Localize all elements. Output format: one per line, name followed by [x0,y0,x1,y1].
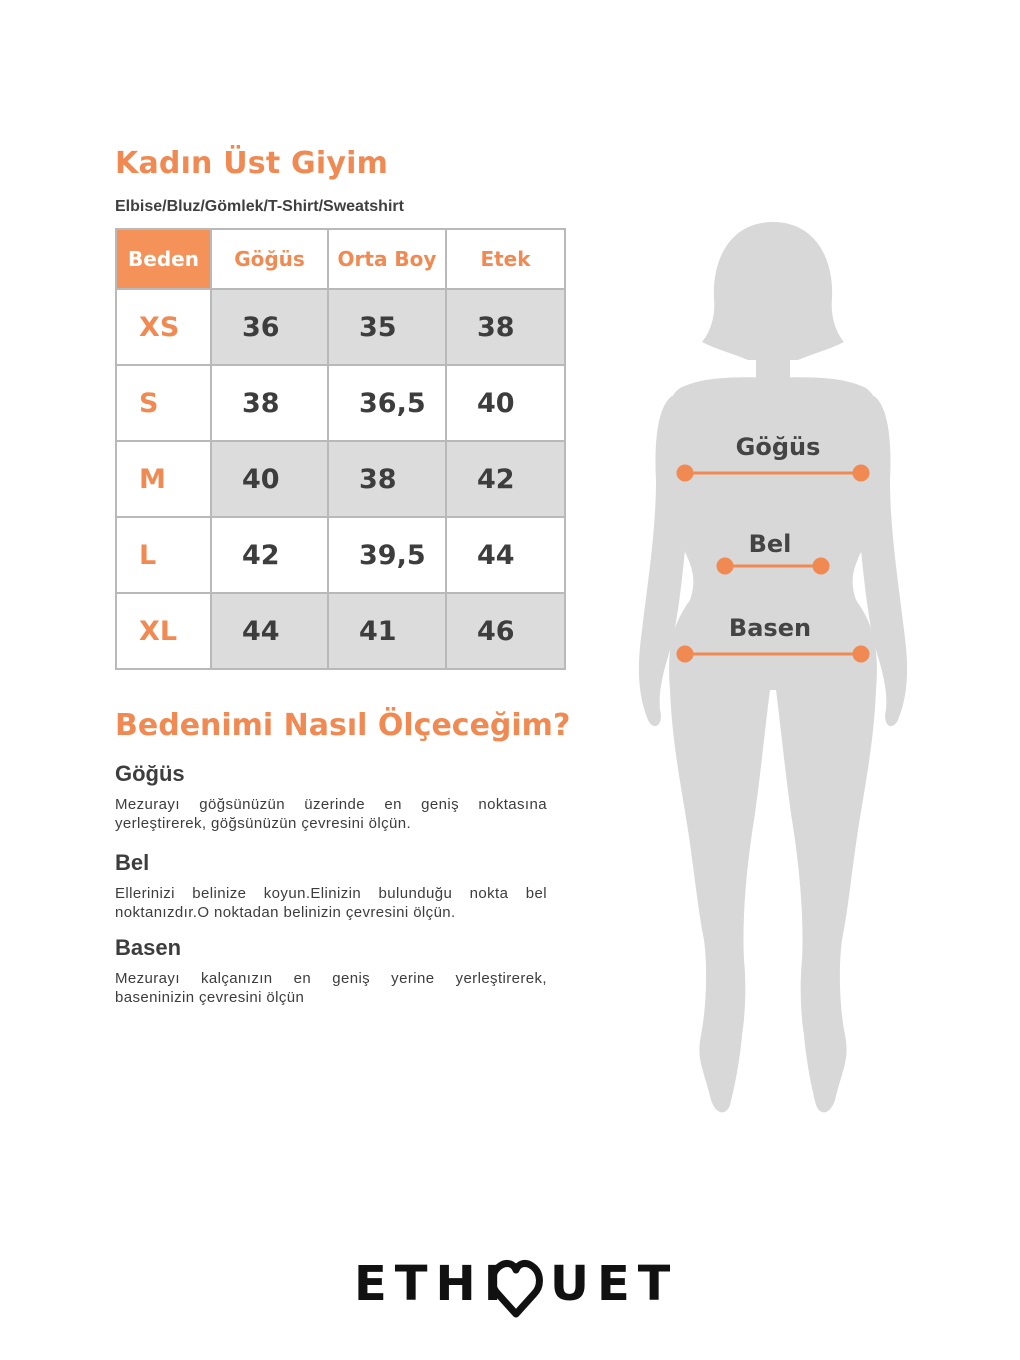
orta-boy-cell: 38 [328,441,446,517]
header-beden: Beden [116,229,211,289]
header-etek: Etek [446,229,565,289]
guide-text-bel: Ellerinizi belinize koyun.Elinizin bulunduğu nokta bel noktanızdır.O noktadan belinizin çevresini ölçün. [115,885,547,921]
gogus-cell: 42 [211,517,328,593]
guide-title: Bedenimi Nasıl Ölçeceğim? [115,708,571,743]
gogus-cell: 38 [211,365,328,441]
table-row [116,517,565,593]
table-row [116,289,565,365]
gogus-cell: 44 [211,593,328,669]
gogus-cell: 40 [211,441,328,517]
size-table [115,228,566,670]
table-row [116,365,565,441]
woman-silhouette-icon [630,220,920,1120]
guide-text-gogus: Mezurayı göğsünüzün üzerinde en geniş noktasına yerleştirerek, göğsünüzün çevresini ölçün. [115,796,547,832]
table-row [116,441,565,517]
size-cell: S [116,365,211,441]
figure-label-gogus: Göğüs [735,433,821,461]
guide-text-basen: Mezurayı kalçanızın en geniş yerine yerleştirerek, baseninizin çevresini ölçün [115,970,547,1006]
size-cell: XL [116,593,211,669]
etek-cell: 40 [446,365,565,441]
header-gogus: Göğüs [211,229,328,289]
page-title: Kadın Üst Giyim [115,146,389,181]
guide-heading-gogus: Göğüs [115,761,185,786]
orta-boy-cell: 39,5 [328,517,446,593]
size-cell: M [116,441,211,517]
guide-heading-basen: Basen [115,935,182,960]
logo-left-text: ETHI [354,1256,510,1312]
header-orta-boy: Orta Boy [328,229,446,289]
figure-label-bel: Bel [748,530,792,558]
page-subtitle: Elbise/Bluz/Gömlek/T-Shirt/Sweatshirt [115,198,404,215]
table-header-row [116,229,565,289]
brand-logo-mark [350,1252,670,1322]
orta-boy-cell: 41 [328,593,446,669]
figure-label-basen: Basen [728,614,812,642]
guide-heading-bel: Bel [115,850,150,875]
size-cell: XS [116,289,211,365]
etek-cell: 44 [446,517,565,593]
logo-right-text: UET [550,1256,670,1312]
orta-boy-cell: 36,5 [328,365,446,441]
etek-cell: 38 [446,289,565,365]
table-row [116,593,565,669]
gogus-cell: 36 [211,289,328,365]
body-figure [630,220,920,1120]
brand-logo [350,1252,670,1322]
etek-cell: 46 [446,593,565,669]
etek-cell: 42 [446,441,565,517]
size-cell: L [116,517,211,593]
orta-boy-cell: 35 [328,289,446,365]
